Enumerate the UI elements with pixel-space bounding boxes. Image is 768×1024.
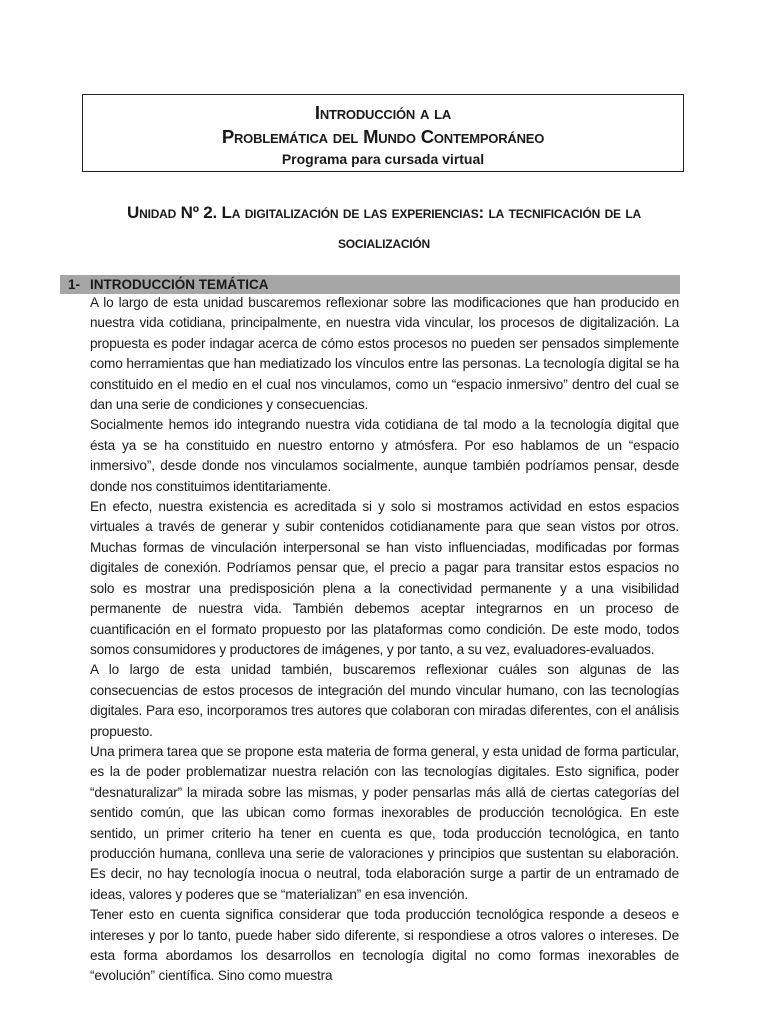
paragraph: A lo largo de esta unidad también, buscaremos reflexionar cuáles son algunas de las consecuencias de estos procesos de integración del mundo vincular humano, con las tecnologías digitales. Para eso, incorporamos tres autores que colaboran con miradas diferentes, con el análisis propuesto.: [90, 662, 679, 739]
document-title-line2: Problemática del Mundo Contemporáneo: [221, 126, 545, 147]
paragraph: Tener esto en cuenta significa considerar que toda producción tecnológica responde a deseos e intereses y por lo tanto, puede haber sido diferente, si respondiese a otros valores o intereses. De esta forma abordamos los desarrollos en tecnología digital no como formas inexorables de “evolución” científica. Sino como muestra: [90, 907, 679, 984]
paragraph: A lo largo de esta unidad buscaremos reflexionar sobre las modificaciones que han producido en nuestra vida cotidiana, principalmente, en nuestra vida vincular, los procesos de digitalización. La propuesta es poder indagar acerca de cómo estos procesos no pueden ser pensados simplemente como herramientas que han mediatizado los vínculos entre las personas. La tecnología digital se ha constituido en el medio en el cual nos vinculamos, como un “espacio inmersivo” dentro del cual se dan una serie de condiciones y consecuencias.: [90, 295, 679, 413]
paragraph: En efecto, nuestra existencia es acreditada si y solo si mostramos actividad en estos espacios virtuales a través de generar y subir contenidos cotidianamente para que sean vistos por otros. Muchas formas de vinculación interpersonal se han visto influenciadas, modificadas por formas digitales de conexión. Podríamos pensar que, el precio a pagar para transitar estos espacios no solo es mostrar una predisposición plena a la conectividad permanente y a una visibilidad permanente de nuestra vida. También debemos aceptar integrarnos en un proceso de cuantificación en el formato propuesto por las plataformas como condición. De este modo, todos somos consumidores y productores de imágenes, y por tanto, a su vez, evaluadores-evaluados.: [90, 499, 679, 657]
document-subtitle: Programa para cursada virtual: [281, 151, 485, 167]
section-number: 1-: [68, 277, 81, 292]
title-box: [82, 94, 684, 172]
section-title: INTRODUCCIÓN TEMÁTICA: [90, 277, 269, 292]
paragraph: Socialmente hemos ido integrando nuestra vida cotidiana de tal modo a la tecnología digital que ésta ya se ha constituido en nuestro entorno y atmósfera. Por eso hablamos de un “espacio inmersivo”, desde donde nos vinculamos socialmente, aunque también podríamos pensar, desde donde nos constituimos identitariamente.: [90, 417, 679, 494]
unit-heading-line2: socialización: [337, 233, 431, 252]
unit-heading-line1: Unidad Nº 2. La digitalización de las experiencias: la tecnificación de la: [127, 203, 641, 222]
document-title-line1: Introducción a la: [314, 102, 452, 123]
paragraph: Una primera tarea que se propone esta materia de forma general, y esta unidad de forma particular, es la de poder problematizar nuestra relación con las tecnologías digitales. Esto significa, poder “desnaturalizar” la mirada sobre las mismas, y poder pensarlas más allá de ciertas categorías del sentido común, que las ubican como formas inexorables de producción tecnológica. En este sentido, un primer criterio ha tener en cuenta es que, toda producción tecnológica, en tanto producción humana, conlleva una serie de valoraciones y principios que sustentan su elaboración. Es decir, no hay tecnología inocua o neutral, toda elaboración surge a partir de un entramado de ideas, valores y poderes que se “materializan” en esa invención.: [90, 743, 679, 902]
unit-heading: [84, 198, 684, 258]
body-text: [90, 293, 679, 987]
